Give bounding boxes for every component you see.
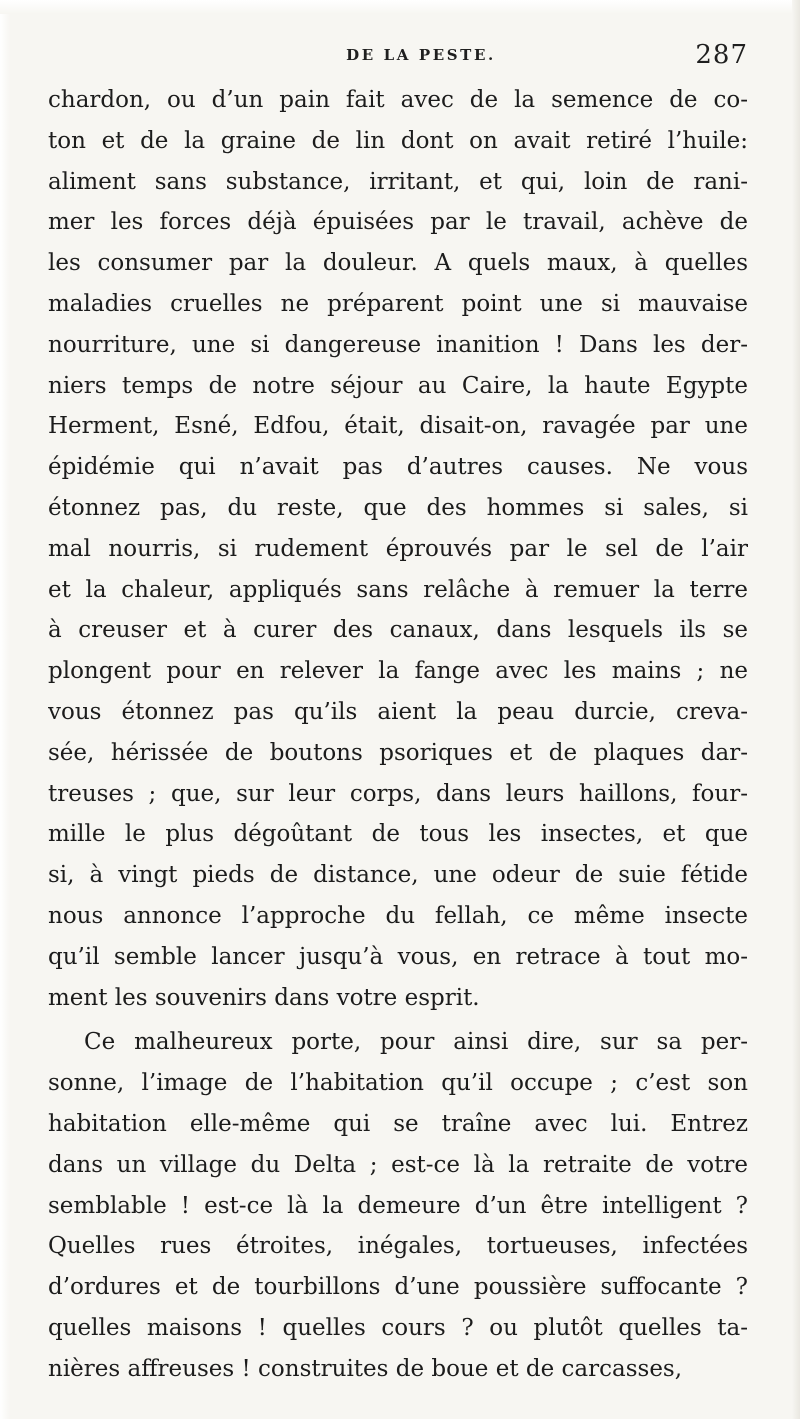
text-line: ment les souvenirs dans votre esprit. [48, 984, 480, 1011]
text-line: nous annonce l’approche du fellah, ce même insecte [48, 902, 748, 929]
text-line: Ce malheureux porte, pour ainsi dire, sur sa per- [84, 1029, 748, 1056]
text-line: si, à vingt pieds de distance, une odeur de suie fétide [48, 862, 748, 889]
text-line: vous étonnez pas qu’ils aient la peau durcie, creva- [48, 698, 748, 725]
scan-edge-top [0, 0, 800, 14]
text-line: d’ordures et de tourbillons d’une poussière suffocante ? [48, 1274, 748, 1301]
text-line: niers temps de notre séjour au Caire, la haute Egypte [48, 372, 748, 399]
text-line: ton et de la graine de lin dont on avait retiré l’huile: [48, 127, 748, 154]
text-line: semblable ! est-ce là la demeure d’un être intelligent ? [48, 1192, 748, 1219]
text-line: sée, hérissée de boutons psoriques et de plaques dar- [48, 739, 748, 766]
text-line: habitation elle-même qui se traîne avec lui. Entrez [48, 1110, 748, 1137]
text-line: mer les forces déjà épuisées par le travail, achève de [48, 209, 748, 236]
text-line: étonnez pas, du reste, que des hommes si sales, si [48, 494, 748, 521]
text-line: et la chaleur, appliqués sans relâche à remuer la terre [48, 576, 748, 603]
text-line: treuses ; que, sur leur corps, dans leurs haillons, four- [48, 780, 748, 807]
paragraph-2 [48, 1022, 748, 1389]
page-header [48, 40, 748, 74]
text-line: plongent pour en relever la fange avec les mains ; ne [48, 658, 748, 685]
text-line: qu’il semble lancer jusqu’à vous, en retrace à tout mo- [48, 943, 748, 970]
text-line: quelles maisons ! quelles cours ? ou plutôt quelles ta- [48, 1314, 748, 1341]
page-number: 287 [695, 40, 748, 70]
text-line: dans un village du Delta ; est-ce là la retraite de votre [48, 1151, 748, 1178]
running-title: DE LA PESTE. [346, 46, 496, 64]
text-line: aliment sans substance, irritant, et qui, loin de rani- [48, 168, 748, 195]
text-line: maladies cruelles ne préparent point une si mauvaise [48, 290, 748, 317]
text-line: à creuser et à curer des canaux, dans lesquels ils se [48, 617, 748, 644]
text-line: mille le plus dégoûtant de tous les insectes, et que [48, 821, 748, 848]
text-line: Herment, Esné, Edfou, était, disait-on, ravagée par une [48, 413, 748, 440]
text-line: nières affreuses ! construites de boue et de carcasses, [48, 1355, 683, 1382]
text-line: les consumer par la douleur. A quels maux, à quelles [48, 250, 748, 277]
text-line: Quelles rues étroites, inégales, tortueuses, infectées [48, 1233, 748, 1260]
scan-edge-left [0, 0, 10, 1419]
text-line: mal nourris, si rudement éprouvés par le sel de l’air [48, 535, 748, 562]
text-line: sonne, l’image de l’habitation qu’il occupe ; c’est son [48, 1070, 748, 1097]
text-line: nourriture, une si dangereuse inanition ! Dans les der- [48, 331, 748, 358]
text-line: chardon, ou d’un pain fait avec de la semence de co- [48, 87, 748, 113]
paragraph-1 [48, 80, 748, 1018]
scan-edge-right [792, 0, 800, 1419]
text-line: épidémie qui n’avait pas d’autres causes. Ne vous [48, 454, 748, 481]
body-text [48, 80, 748, 1390]
